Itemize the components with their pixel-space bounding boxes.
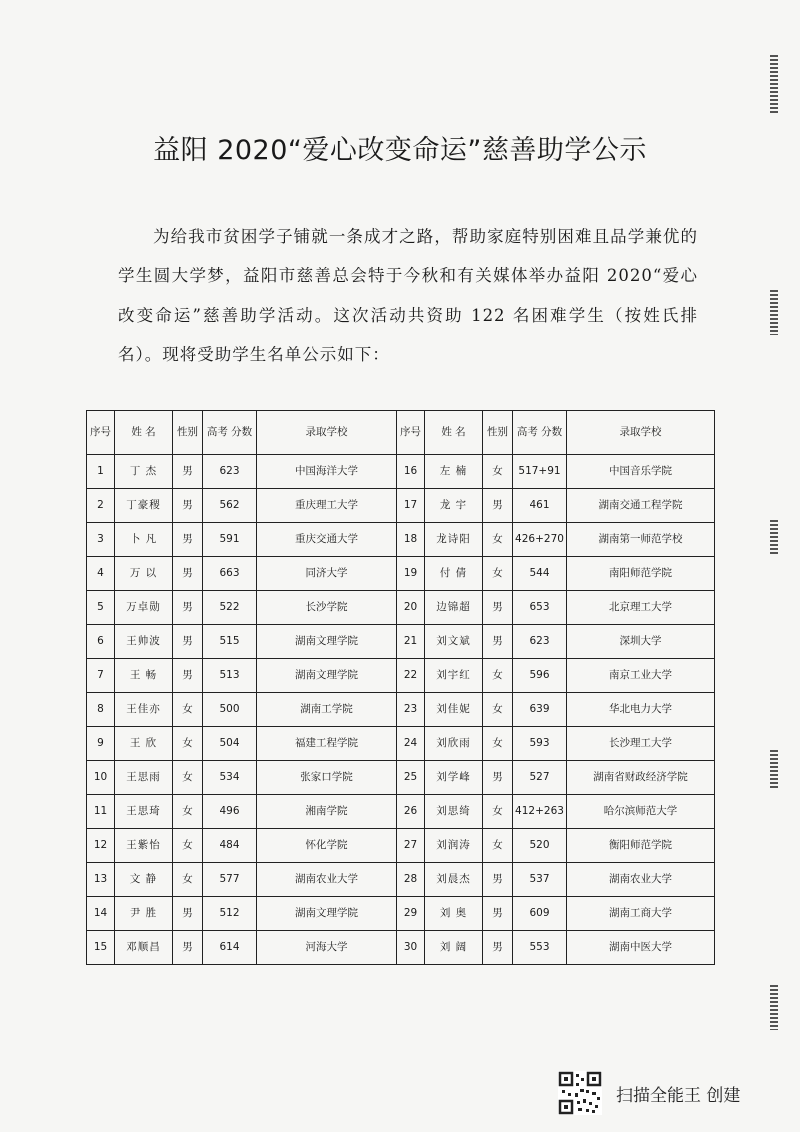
- exam-score: 412+263: [513, 795, 567, 829]
- student-name: 刘欣雨: [425, 727, 483, 761]
- row-no: 16: [397, 455, 425, 489]
- student-name: 丁豪稷: [115, 489, 173, 523]
- gender: 女: [173, 761, 203, 795]
- student-name: 刘晨杰: [425, 863, 483, 897]
- table-row: [87, 591, 715, 625]
- admitted-school: 深圳大学: [567, 625, 715, 659]
- header-no: 序号: [87, 411, 115, 455]
- exam-score: 537: [513, 863, 567, 897]
- watermark-text: 扫描全能王 创建: [616, 1085, 741, 1106]
- gender: 男: [173, 659, 203, 693]
- admitted-school: 湖南交通工程学院: [567, 489, 715, 523]
- admitted-school: 长沙理工大学: [567, 727, 715, 761]
- exam-score: 461: [513, 489, 567, 523]
- student-name: 王 欣: [115, 727, 173, 761]
- exam-score: 520: [513, 829, 567, 863]
- header-name: 姓 名: [115, 411, 173, 455]
- admitted-school: 湘南学院: [257, 795, 397, 829]
- student-name: 刘 阔: [425, 931, 483, 965]
- row-no: 30: [397, 931, 425, 965]
- table-header-row: [87, 411, 715, 455]
- row-no: 23: [397, 693, 425, 727]
- student-name: 边锦超: [425, 591, 483, 625]
- admitted-school: 湖南文理学院: [257, 659, 397, 693]
- exam-score: 496: [203, 795, 257, 829]
- row-no: 5: [87, 591, 115, 625]
- table-row: [87, 931, 715, 965]
- exam-score: 517+91: [513, 455, 567, 489]
- exam-score: 623: [203, 455, 257, 489]
- table-row: [87, 863, 715, 897]
- exam-score: 504: [203, 727, 257, 761]
- gender: 女: [483, 455, 513, 489]
- gender: 男: [173, 557, 203, 591]
- admitted-school: 重庆理工大学: [257, 489, 397, 523]
- row-no: 15: [87, 931, 115, 965]
- table-row: [87, 795, 715, 829]
- admitted-school: 长沙学院: [257, 591, 397, 625]
- gender: 男: [483, 625, 513, 659]
- exam-score: 513: [203, 659, 257, 693]
- row-no: 28: [397, 863, 425, 897]
- admitted-school: 湖南文理学院: [257, 897, 397, 931]
- admitted-school: 福建工程学院: [257, 727, 397, 761]
- gender: 女: [173, 863, 203, 897]
- admitted-school: 怀化学院: [257, 829, 397, 863]
- student-name: 尹 胜: [115, 897, 173, 931]
- exam-score: 562: [203, 489, 257, 523]
- table-row: [87, 455, 715, 489]
- admitted-school: 南阳师范学院: [567, 557, 715, 591]
- row-no: 29: [397, 897, 425, 931]
- header-no: 序号: [397, 411, 425, 455]
- row-no: 10: [87, 761, 115, 795]
- admitted-school: 北京理工大学: [567, 591, 715, 625]
- admitted-school: 华北电力大学: [567, 693, 715, 727]
- row-no: 19: [397, 557, 425, 591]
- exam-score: 623: [513, 625, 567, 659]
- header-score: 高考 分数: [203, 411, 257, 455]
- gender: 男: [173, 931, 203, 965]
- header-gender: 性别: [483, 411, 513, 455]
- scan-edge-mark: [770, 750, 778, 790]
- row-no: 12: [87, 829, 115, 863]
- exam-score: 544: [513, 557, 567, 591]
- student-name: 刘润涛: [425, 829, 483, 863]
- gender: 女: [173, 727, 203, 761]
- exam-score: 527: [513, 761, 567, 795]
- gender: 女: [173, 693, 203, 727]
- admitted-school: 中国海洋大学: [257, 455, 397, 489]
- table-row: [87, 897, 715, 931]
- row-no: 4: [87, 557, 115, 591]
- exam-score: 593: [513, 727, 567, 761]
- student-name: 王思雨: [115, 761, 173, 795]
- scan-edge-mark: [770, 520, 778, 555]
- student-name: 卜 凡: [115, 523, 173, 557]
- student-name: 左 楠: [425, 455, 483, 489]
- student-name: 万 以: [115, 557, 173, 591]
- table-body: [87, 455, 715, 965]
- header-school: 录取学校: [257, 411, 397, 455]
- student-name: 王思琦: [115, 795, 173, 829]
- row-no: 24: [397, 727, 425, 761]
- gender: 男: [173, 455, 203, 489]
- scanner-watermark: [558, 1070, 740, 1116]
- header-score: 高考 分数: [513, 411, 567, 455]
- student-name: 王佳亦: [115, 693, 173, 727]
- row-no: 13: [87, 863, 115, 897]
- exam-score: 614: [203, 931, 257, 965]
- student-name: 刘宇红: [425, 659, 483, 693]
- admitted-school: 湖南农业大学: [567, 863, 715, 897]
- gender: 男: [173, 897, 203, 931]
- gender: 女: [483, 727, 513, 761]
- table-row: [87, 693, 715, 727]
- gender: 女: [173, 829, 203, 863]
- row-no: 14: [87, 897, 115, 931]
- table-row: [87, 727, 715, 761]
- scan-edge-mark: [770, 55, 778, 115]
- admitted-school: 湖南工商大学: [567, 897, 715, 931]
- admitted-school: 重庆交通大学: [257, 523, 397, 557]
- exam-score: 639: [513, 693, 567, 727]
- exam-score: 515: [203, 625, 257, 659]
- exam-score: 484: [203, 829, 257, 863]
- student-name: 丁 杰: [115, 455, 173, 489]
- exam-score: 577: [203, 863, 257, 897]
- exam-score: 426+270: [513, 523, 567, 557]
- row-no: 6: [87, 625, 115, 659]
- header-name: 姓 名: [425, 411, 483, 455]
- student-name: 万卓勋: [115, 591, 173, 625]
- gender: 女: [483, 829, 513, 863]
- table-row: [87, 523, 715, 557]
- student-name: 刘思绮: [425, 795, 483, 829]
- row-no: 21: [397, 625, 425, 659]
- exam-score: 653: [513, 591, 567, 625]
- row-no: 1: [87, 455, 115, 489]
- row-no: 3: [87, 523, 115, 557]
- gender: 女: [483, 557, 513, 591]
- student-name: 王紫怡: [115, 829, 173, 863]
- exam-score: 512: [203, 897, 257, 931]
- row-no: 22: [397, 659, 425, 693]
- scan-edge-mark: [770, 290, 778, 335]
- table-row: [87, 557, 715, 591]
- row-no: 17: [397, 489, 425, 523]
- exam-score: 553: [513, 931, 567, 965]
- admitted-school: 湖南省财政经济学院: [567, 761, 715, 795]
- row-no: 26: [397, 795, 425, 829]
- admitted-school: 湖南工学院: [257, 693, 397, 727]
- row-no: 27: [397, 829, 425, 863]
- exam-score: 663: [203, 557, 257, 591]
- gender: 男: [173, 591, 203, 625]
- gender: 男: [173, 489, 203, 523]
- student-name: 刘 奥: [425, 897, 483, 931]
- row-no: 2: [87, 489, 115, 523]
- header-gender: 性别: [173, 411, 203, 455]
- gender: 女: [483, 693, 513, 727]
- admitted-school: 中国音乐学院: [567, 455, 715, 489]
- student-name: 龙 宇: [425, 489, 483, 523]
- gender: 男: [483, 897, 513, 931]
- document-title: 益阳 2020“爱心改变命运”慈善助学公示: [153, 135, 647, 166]
- student-name: 龙诗阳: [425, 523, 483, 557]
- gender: 男: [173, 625, 203, 659]
- table-row: [87, 761, 715, 795]
- exam-score: 591: [203, 523, 257, 557]
- admitted-school: 湖南农业大学: [257, 863, 397, 897]
- admitted-school: 湖南中医大学: [567, 931, 715, 965]
- header-school: 录取学校: [567, 411, 715, 455]
- exam-score: 596: [513, 659, 567, 693]
- admitted-school: 衡阳师范学院: [567, 829, 715, 863]
- gender: 男: [173, 523, 203, 557]
- admitted-school: 河海大学: [257, 931, 397, 965]
- student-name: 邓顺昌: [115, 931, 173, 965]
- table-row: [87, 829, 715, 863]
- recipients-table: [86, 410, 715, 965]
- row-no: 25: [397, 761, 425, 795]
- row-no: 18: [397, 523, 425, 557]
- table-row: [87, 489, 715, 523]
- student-name: 王帅波: [115, 625, 173, 659]
- qr-code-icon: [558, 1071, 602, 1115]
- student-name: 刘文斌: [425, 625, 483, 659]
- exam-score: 500: [203, 693, 257, 727]
- admitted-school: 同济大学: [257, 557, 397, 591]
- student-name: 文 静: [115, 863, 173, 897]
- admitted-school: 哈尔滨师范大学: [567, 795, 715, 829]
- row-no: 11: [87, 795, 115, 829]
- gender: 男: [483, 931, 513, 965]
- row-no: 20: [397, 591, 425, 625]
- gender: 男: [483, 863, 513, 897]
- intro-paragraph: 为给我市贫困学子铺就一条成才之路，帮助家庭特别困难且品学兼优的学生圆大学梦，益阳市慈善总会特于今秋和有关媒体举办益阳 2020“爱心改变命运”慈善助学活动。这次活动共资助 122 名困难学生（按姓氏排名）。现将受助学生名单公示如下：: [118, 226, 698, 364]
- gender: 男: [483, 489, 513, 523]
- admitted-school: 湖南文理学院: [257, 625, 397, 659]
- exam-score: 609: [513, 897, 567, 931]
- table-row: [87, 659, 715, 693]
- admitted-school: 张家口学院: [257, 761, 397, 795]
- gender: 女: [483, 523, 513, 557]
- table-row: [87, 625, 715, 659]
- exam-score: 534: [203, 761, 257, 795]
- row-no: 8: [87, 693, 115, 727]
- gender: 女: [483, 795, 513, 829]
- admitted-school: 湖南第一师范学校: [567, 523, 715, 557]
- row-no: 7: [87, 659, 115, 693]
- student-name: 付 倩: [425, 557, 483, 591]
- student-name: 刘学峰: [425, 761, 483, 795]
- gender: 男: [483, 761, 513, 795]
- student-name: 刘佳妮: [425, 693, 483, 727]
- row-no: 9: [87, 727, 115, 761]
- student-name: 王 畅: [115, 659, 173, 693]
- gender: 男: [483, 591, 513, 625]
- exam-score: 522: [203, 591, 257, 625]
- gender: 女: [173, 795, 203, 829]
- scan-edge-mark: [770, 985, 778, 1030]
- admitted-school: 南京工业大学: [567, 659, 715, 693]
- gender: 女: [483, 659, 513, 693]
